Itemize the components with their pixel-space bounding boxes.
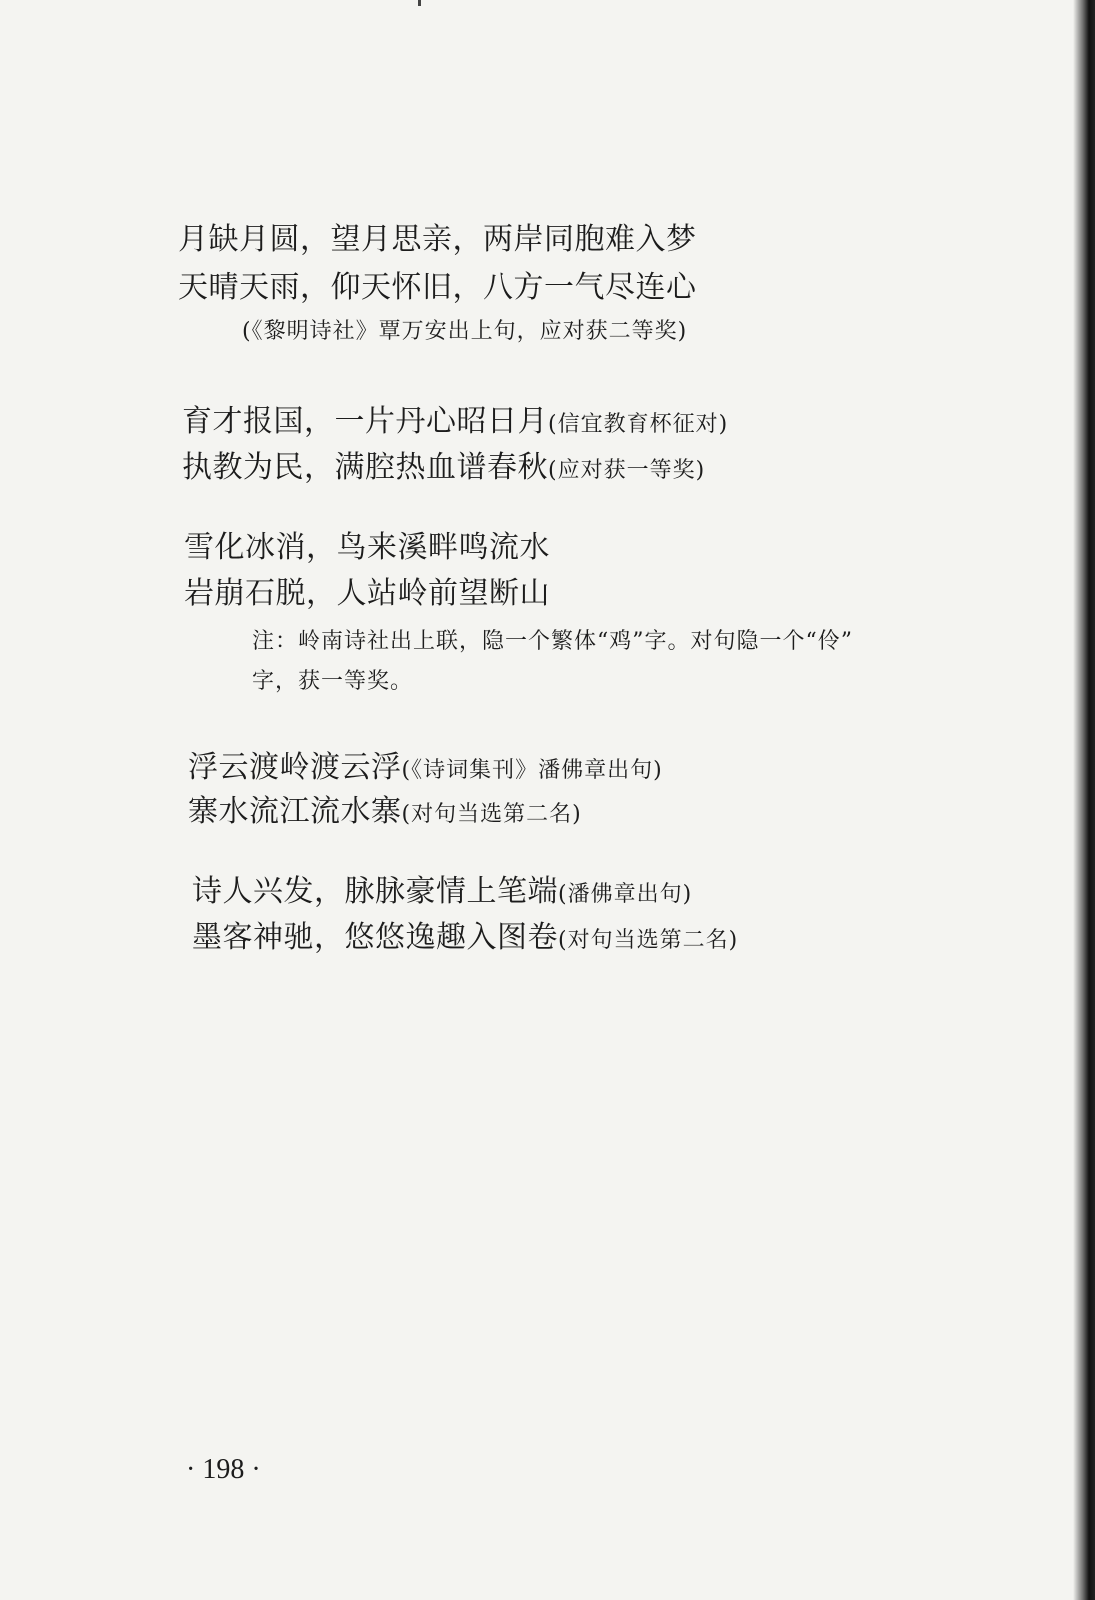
- couplet-4-line-2: [188, 792, 582, 835]
- couplet-text: 天晴天雨，仰天怀旧，八方一气尽连心: [178, 270, 697, 305]
- page-number: · 198 ·: [186, 1454, 261, 1485]
- note-text: 注：岭南诗社出上联，隐一个繁体“鸡”字。对句隐一个“伶”: [252, 629, 853, 654]
- inline-note: (对句当选第二名): [401, 802, 582, 827]
- couplet-text: 寨水流江流水寨: [188, 794, 402, 829]
- couplet-3-note-line-2: [252, 662, 413, 702]
- inline-note: (信宜教育杯征对): [548, 412, 729, 437]
- inline-note: (潘佛章出句): [558, 882, 693, 907]
- couplet-text: 雪化冰消，鸟来溪畔鸣流水: [184, 530, 550, 565]
- couplet-3-note-line-1: [252, 622, 853, 662]
- couplet-4-line-1: [188, 748, 663, 791]
- couplet-3-line-1: [184, 528, 550, 568]
- couplet-1-line-1: [178, 220, 697, 260]
- couplet-text: 岩崩石脱，人站岭前望断山: [184, 576, 550, 611]
- couplet-5-line-2: [192, 918, 738, 961]
- inline-note: (应对获一等奖): [548, 458, 706, 483]
- note-text: (《黎明诗社》覃万安出上句，应对获二等奖): [242, 319, 688, 344]
- couplet-1-line-2: [178, 268, 697, 308]
- note-text: 字，获一等奖。: [252, 669, 414, 694]
- couplet-3-line-2: [184, 574, 550, 614]
- inline-note: (对句当选第二名): [558, 928, 739, 953]
- inline-note: (《诗词集刊》潘佛章出句): [401, 758, 663, 783]
- couplet-2-line-1: [182, 402, 728, 445]
- couplet-5-line-1: [192, 872, 692, 915]
- couplet-text: 墨客神驰，悠悠逸趣入图卷: [192, 920, 558, 955]
- couplet-text: 浮云渡岭渡云浮: [188, 750, 402, 785]
- couplet-2-line-2: [182, 448, 705, 491]
- couplet-1-note: [242, 312, 687, 352]
- couplet-text: 诗人兴发，脉脉豪情上笔端: [192, 874, 558, 909]
- couplet-text: 月缺月圆，望月思亲，两岸同胞难入梦: [178, 222, 697, 257]
- couplet-text: 育才报国，一片丹心昭日月: [182, 404, 548, 439]
- couplet-text: 执教为民，满腔热血谱春秋: [182, 450, 548, 485]
- scan-edge-shadow: [1073, 0, 1095, 1600]
